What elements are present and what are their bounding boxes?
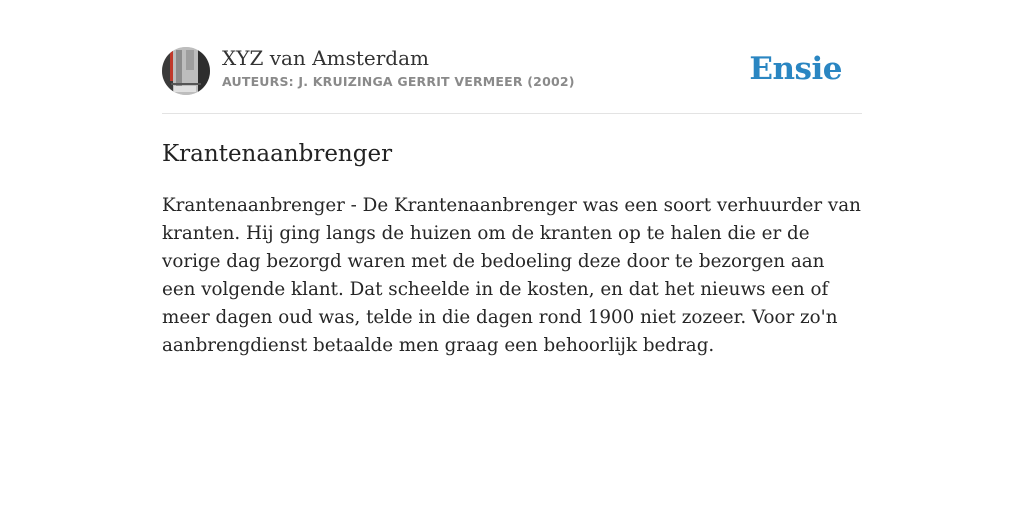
brand-logo[interactable]: Ensie [749, 51, 842, 87]
dictionary-cover-icon [162, 47, 210, 95]
article-body: Krantenaanbrenger - De Krantenaanbrenger was een soort verhuurder van kranten. Hij ging langs de huizen om de kranten op te halen die er de vorige dag bezorgd waren met de bedoeling deze door te bezorgen aan een volgende klant. Dat scheelde in de kosten, en dat het nieuws een of meer dagen oud was, telde in die dagen rond 1900 niet zozeer. Voor zo'n aanbrengdienst betaalde men graag een behoorlijk bedrag. [162, 195, 861, 356]
source-info [222, 45, 575, 89]
source-avatar[interactable] [162, 47, 210, 95]
content-card [162, 45, 862, 360]
source-authors: AUTEURS: J. KRUIZINGA GERRIT VERMEER (2002) [222, 74, 575, 89]
source-title[interactable]: XYZ van Amsterdam [222, 46, 429, 70]
source-header [162, 45, 862, 114]
article-title: Krantenaanbrenger [162, 141, 393, 167]
